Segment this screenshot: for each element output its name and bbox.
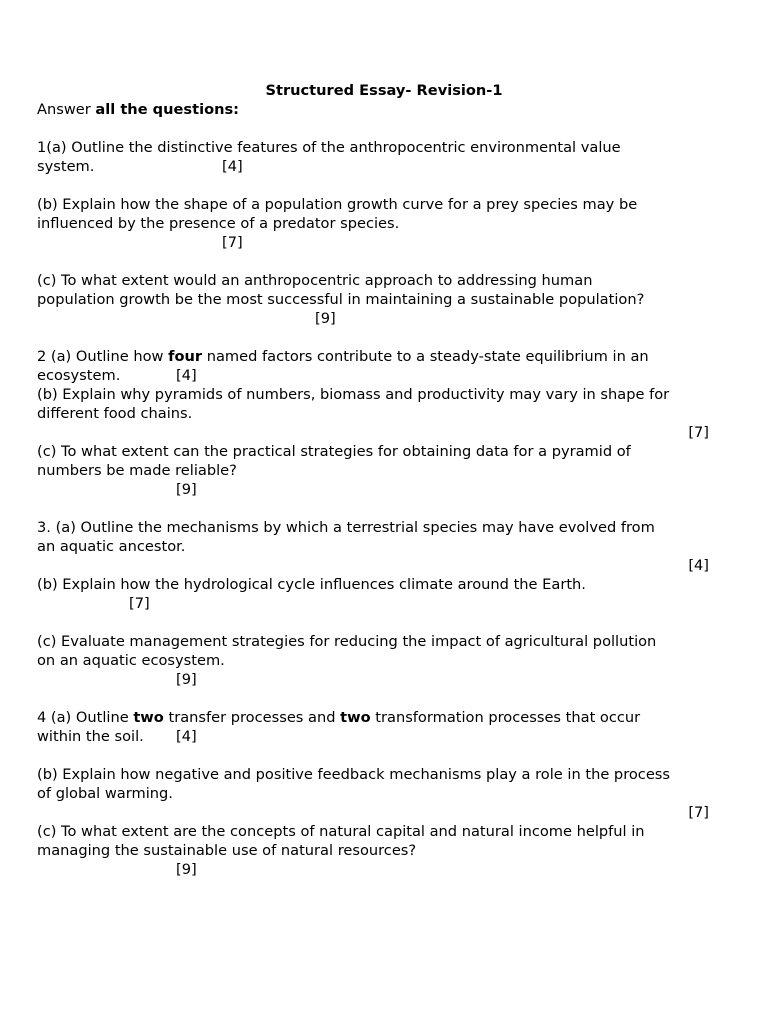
- q4a-line1: [37, 708, 640, 727]
- q4a-pre: 4 (a) Outline: [37, 709, 134, 726]
- q1b-line2: influenced by the presence of a predator species.: [37, 215, 400, 232]
- q1a-line2: system.: [37, 158, 95, 175]
- document-title: Structured Essay- Revision-1: [265, 82, 503, 99]
- q3c-mark: [9]: [176, 671, 197, 688]
- q3c-line1: (c) Evaluate management strategies for reducing the impact of agricultural pollution: [37, 633, 657, 650]
- q3c-line2: on an aquatic ecosystem.: [37, 652, 225, 669]
- q4a-mid: transfer processes and: [163, 709, 341, 726]
- q4b-line2: of global warming.: [37, 785, 173, 802]
- instructions: [37, 100, 239, 119]
- q4c-mark: [9]: [176, 861, 197, 878]
- q4a-bold2: two: [340, 709, 371, 726]
- q2c-line2: numbers be made reliable?: [37, 462, 237, 479]
- q4a-line2: within the soil.: [37, 728, 144, 745]
- q2a-post: named factors contribute to a steady-state equilibrium in an: [202, 348, 649, 365]
- q1c-mark: [9]: [315, 310, 336, 327]
- q2a-pre: 2 (a) Outline how: [37, 348, 169, 365]
- q1b-line1: (b) Explain how the shape of a population growth curve for a prey species may be: [37, 196, 638, 213]
- q2c-line1: (c) To what extent can the practical strategies for obtaining data for a pyramid of: [37, 443, 631, 460]
- q4b-line1: (b) Explain how negative and positive feedback mechanisms play a role in the process: [37, 766, 671, 783]
- q3a-line1: 3. (a) Outline the mechanisms by which a terrestrial species may have evolved from: [37, 519, 655, 536]
- q2c-mark: [9]: [176, 481, 197, 498]
- q1a-line1: 1(a) Outline the distinctive features of the anthropocentric environmental value: [37, 139, 621, 156]
- q4b-mark: [7]: [688, 804, 709, 821]
- q4a-post: transformation processes that occur: [370, 709, 641, 726]
- q1a-mark: [4]: [222, 158, 243, 175]
- q3b-line1: (b) Explain how the hydrological cycle influences climate around the Earth.: [37, 576, 586, 593]
- q1c-line1: (c) To what extent would an anthropocentric approach to addressing human: [37, 272, 593, 289]
- q4c-line2: managing the sustainable use of natural resources?: [37, 842, 417, 859]
- q2b-line1: (b) Explain why pyramids of numbers, biomass and productivity may vary in shape for: [37, 386, 670, 403]
- q2a-line1: [37, 347, 649, 366]
- q2b-mark: [7]: [688, 424, 709, 441]
- q1b-mark: [7]: [222, 234, 243, 251]
- q3b-mark: [7]: [129, 595, 150, 612]
- q3a-line2: an aquatic ancestor.: [37, 538, 186, 555]
- q1c-line2: population growth be the most successful in maintaining a sustainable population?: [37, 291, 645, 308]
- q2a-mark: [4]: [176, 367, 197, 384]
- q3a-mark: [4]: [688, 557, 709, 574]
- instructions-bold: all the questions:: [95, 101, 240, 118]
- q2a-bold: four: [168, 348, 203, 365]
- q4a-mark: [4]: [176, 728, 197, 745]
- q4a-bold1: two: [133, 709, 164, 726]
- q4c-line1: (c) To what extent are the concepts of natural capital and natural income helpful in: [37, 823, 645, 840]
- q2b-line2: different food chains.: [37, 405, 193, 422]
- instructions-prefix: Answer: [37, 101, 96, 118]
- q2a-line2: ecosystem.: [37, 367, 121, 384]
